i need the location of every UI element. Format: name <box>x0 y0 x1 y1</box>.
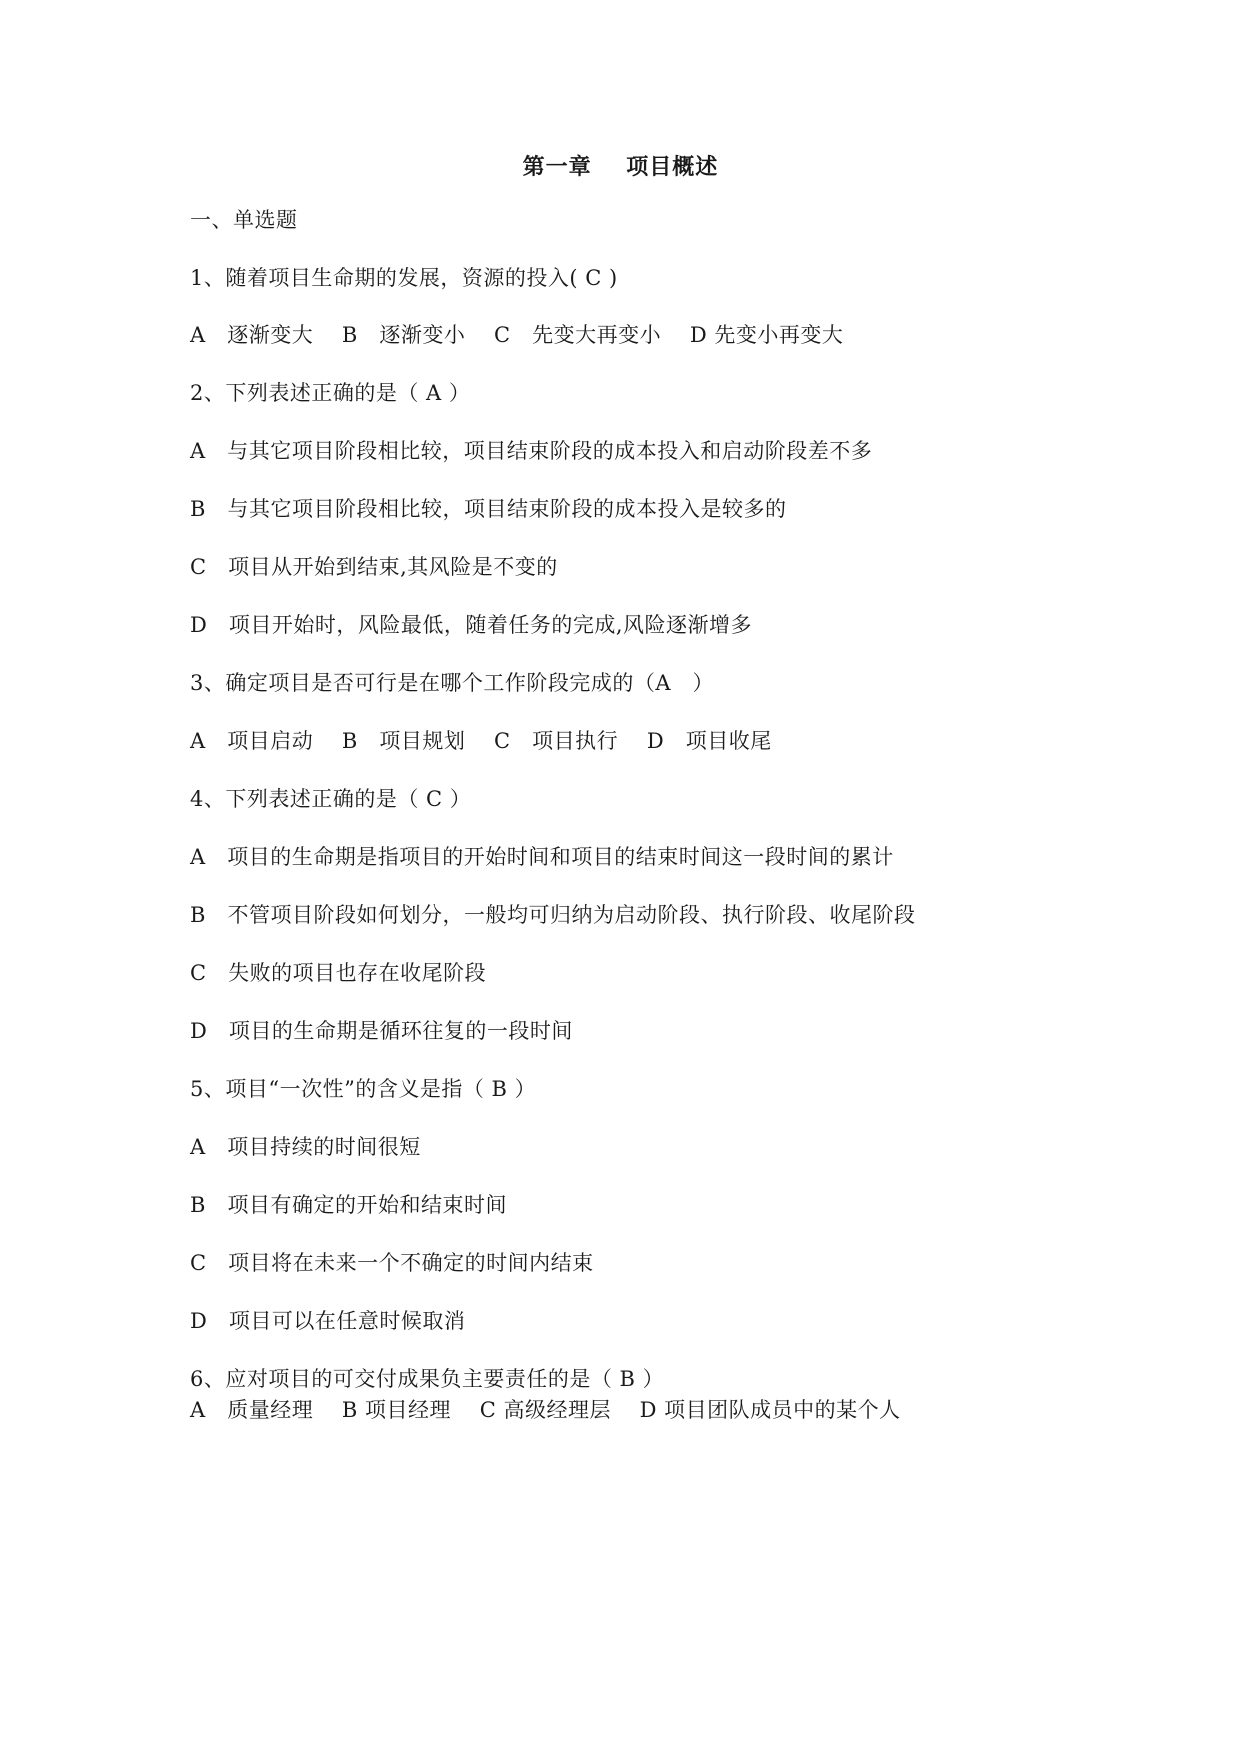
chapter-title: 第一章 项目概述 <box>522 154 719 180</box>
question-3-options: A 项目启动 B 项目规划 C 项目执行 D 项目收尾 <box>190 729 772 753</box>
question-2: 2、下列表述正确的是（ A ） <box>190 381 471 405</box>
section-heading: 一、单选题 <box>190 208 298 232</box>
question-2-option-b: B 与其它项目阶段相比较，项目结束阶段的成本投入是较多的 <box>190 497 787 521</box>
question-6-options: A 质量经理 B 项目经理 C 高级经理层 D 项目团队成员中的某个人 <box>190 1398 901 1422</box>
question-4-option-a: A 项目的生命期是指项目的开始时间和项目的结束时间这一段时间的累计 <box>190 845 894 869</box>
question-6: 6、应对项目的可交付成果负主要责任的是（ B ） <box>190 1367 665 1391</box>
question-4-option-c: C 失败的项目也存在收尾阶段 <box>190 961 487 985</box>
question-3: 3、确定项目是否可行是在哪个工作阶段完成的（A ） <box>190 671 715 695</box>
question-2-option-d: D 项目开始时，风险最低，随着任务的完成,风险逐渐增多 <box>190 613 753 637</box>
question-1-options: A 逐渐变大 B 逐渐变小 C 先变大再变小 D 先变小再变大 <box>190 323 844 347</box>
question-4-option-b: B 不管项目阶段如何划分，一般均可归纳为启动阶段、执行阶段、收尾阶段 <box>190 903 916 927</box>
question-2-option-c: C 项目从开始到结束,其风险是不变的 <box>190 555 558 579</box>
question-1: 1、随着项目生命期的发展，资源的投入( C ) <box>190 266 618 290</box>
question-4: 4、下列表述正确的是（ C ） <box>190 787 472 811</box>
question-5-option-a: A 项目持续的时间很短 <box>190 1135 421 1159</box>
question-2-option-a: A 与其它项目阶段相比较，项目结束阶段的成本投入和启动阶段差不多 <box>190 439 873 463</box>
question-5: 5、项目“一次性”的含义是指（ B ） <box>190 1077 537 1101</box>
question-5-option-d: D 项目可以在任意时候取消 <box>190 1309 466 1333</box>
question-4-option-d: D 项目的生命期是循环往复的一段时间 <box>190 1019 573 1043</box>
question-5-option-b: B 项目有确定的开始和结束时间 <box>190 1193 507 1217</box>
question-5-option-c: C 项目将在未来一个不确定的时间内结束 <box>190 1251 594 1275</box>
